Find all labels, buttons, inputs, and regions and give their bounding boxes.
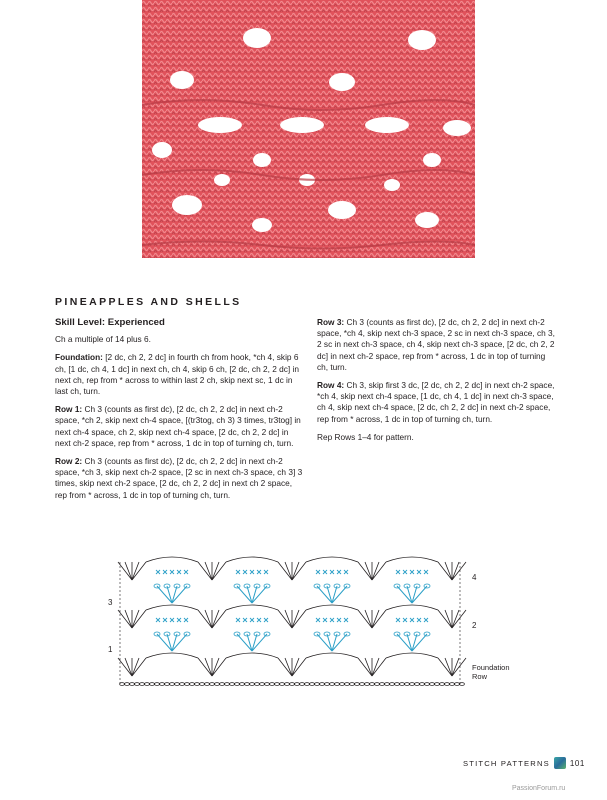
- shell-stitch-mark: [452, 562, 459, 580]
- shell-stitch-mark: [452, 610, 466, 628]
- single-crochet-mark: [403, 618, 407, 622]
- instruction-label: Row 4:: [317, 380, 345, 391]
- chain-stitch-mark: [360, 683, 365, 686]
- shell-stitch-mark: [285, 562, 292, 580]
- shell-stitch-mark: [278, 562, 292, 580]
- foundation-row-label-line2: Row: [472, 672, 488, 681]
- chain-arch-mark: [386, 653, 438, 658]
- chain-stitch-mark: [190, 683, 195, 686]
- page-footer: [463, 757, 585, 769]
- chain-stitch-mark: [275, 683, 280, 686]
- instruction-row-2: [55, 456, 305, 501]
- book-logo-icon: [554, 757, 566, 769]
- chain-arch-mark: [306, 557, 358, 562]
- row-label-2: 2: [472, 621, 477, 630]
- chain-arch-mark: [226, 557, 278, 562]
- single-crochet-mark: [330, 618, 334, 622]
- single-crochet-mark: [410, 570, 414, 574]
- shell-stitch-mark: [365, 562, 372, 580]
- chain-stitch-mark: [335, 683, 340, 686]
- chain-multiple: Ch a multiple of 14 plus 6.: [55, 334, 151, 345]
- shell-stitch-mark: [278, 658, 292, 676]
- shell-stitch-mark: [132, 610, 146, 628]
- chain-stitch-mark: [170, 683, 175, 686]
- shell-stitch-mark: [292, 610, 299, 628]
- chain-arch-mark: [306, 653, 358, 658]
- shell-stitch-mark: [132, 658, 146, 676]
- foundation-row-label-line1: Foundation: [472, 663, 510, 672]
- shell-stitch-mark: [438, 562, 452, 580]
- instruction-row-4: [317, 380, 557, 425]
- watermark: PassionForum.ru: [512, 785, 566, 792]
- chain-stitch-mark: [460, 683, 465, 686]
- shell-stitch-mark: [438, 658, 452, 676]
- chain-stitch-mark: [135, 683, 140, 686]
- chain-stitch-mark: [370, 683, 375, 686]
- chain-arch-mark: [386, 557, 438, 562]
- single-crochet-mark: [403, 570, 407, 574]
- shell-stitch-mark: [438, 610, 452, 628]
- chain-stitch-mark: [315, 683, 320, 686]
- chain-stitch-mark: [185, 683, 190, 686]
- swatch-photo: [142, 0, 475, 268]
- shell-stitch-mark: [285, 610, 292, 628]
- chain-stitch-mark: [445, 683, 450, 686]
- single-crochet-mark: [323, 570, 327, 574]
- single-crochet-mark: [250, 618, 254, 622]
- chain-stitch-mark: [205, 683, 210, 686]
- single-crochet-mark: [344, 618, 348, 622]
- shell-stitch-mark: [205, 610, 212, 628]
- pattern-title: PINEAPPLES AND SHELLS: [55, 296, 242, 308]
- instruction-text: Rep Rows 1–4 for pattern.: [317, 431, 414, 442]
- instruction-label: Row 2:: [55, 456, 83, 467]
- row-label-4: 4: [472, 573, 477, 582]
- shell-stitch-mark: [292, 658, 306, 676]
- shell-stitch-mark: [372, 658, 386, 676]
- single-crochet-mark: [184, 570, 188, 574]
- shell-stitch-mark: [452, 658, 459, 676]
- instruction-repeat: [317, 432, 557, 443]
- chain-stitch-mark: [450, 683, 455, 686]
- instruction-row-3: [317, 317, 557, 373]
- shell-stitch-mark: [278, 610, 292, 628]
- instructions-left-column: [55, 317, 305, 508]
- chain-stitch-mark: [195, 683, 200, 686]
- shell-stitch-mark: [445, 562, 452, 580]
- chain-stitch-mark: [415, 683, 420, 686]
- single-crochet-mark: [250, 570, 254, 574]
- chain-stitch-mark: [140, 683, 145, 686]
- single-crochet-mark: [344, 570, 348, 574]
- chain-stitch-mark: [270, 683, 275, 686]
- chain-stitch-mark: [290, 683, 295, 686]
- shell-stitch-mark: [198, 562, 212, 580]
- page-number: 101: [569, 758, 585, 768]
- chain-stitch-mark: [435, 683, 440, 686]
- single-crochet-mark: [417, 618, 421, 622]
- shell-stitch-mark: [372, 610, 386, 628]
- single-crochet-mark: [156, 618, 160, 622]
- shell-stitch-mark: [358, 562, 372, 580]
- chart-symbols: [118, 557, 466, 685]
- chain-stitch-mark: [245, 683, 250, 686]
- shell-stitch-mark: [285, 658, 292, 676]
- instruction-label: Row 1:: [55, 404, 83, 415]
- chain-stitch-mark: [165, 683, 170, 686]
- instructions-right-column: [317, 317, 557, 450]
- instruction-row-1: [55, 404, 305, 449]
- shell-stitch-mark: [292, 562, 306, 580]
- shell-stitch-mark: [205, 658, 212, 676]
- single-crochet-mark: [337, 570, 341, 574]
- chain-stitch-mark: [210, 683, 215, 686]
- chain-stitch-mark: [425, 683, 430, 686]
- single-crochet-mark: [424, 570, 428, 574]
- chain-stitch-mark: [150, 683, 155, 686]
- single-crochet-mark: [323, 618, 327, 622]
- chain-stitch-mark: [280, 683, 285, 686]
- row-label-1: 1: [108, 645, 113, 654]
- single-crochet-mark: [156, 570, 160, 574]
- shell-stitch-mark: [452, 610, 459, 628]
- shell-stitch-mark: [125, 658, 132, 676]
- chain-stitch-mark: [440, 683, 445, 686]
- single-crochet-mark: [316, 570, 320, 574]
- single-crochet-mark: [264, 570, 268, 574]
- shell-stitch-mark: [132, 610, 139, 628]
- stitch-chart-diagram: [100, 548, 520, 693]
- shell-stitch-mark: [198, 658, 212, 676]
- single-crochet-mark: [330, 570, 334, 574]
- chain-stitch-mark: [220, 683, 225, 686]
- chain-arch-mark: [226, 653, 278, 658]
- shell-stitch-mark: [372, 562, 379, 580]
- chain-arch-mark: [306, 605, 358, 610]
- shell-stitch-mark: [132, 562, 146, 580]
- single-crochet-mark: [177, 618, 181, 622]
- chain-stitch-mark: [350, 683, 355, 686]
- shell-stitch-mark: [132, 562, 139, 580]
- chain-stitch-mark: [345, 683, 350, 686]
- chain-stitch-mark: [310, 683, 315, 686]
- chain-stitch-mark: [305, 683, 310, 686]
- chain-arch-mark: [146, 557, 198, 562]
- chain-stitch-mark: [390, 683, 395, 686]
- single-crochet-mark: [163, 618, 167, 622]
- chain-stitch-mark: [295, 683, 300, 686]
- chain-stitch-mark: [160, 683, 165, 686]
- single-crochet-mark: [177, 570, 181, 574]
- chain-stitch-mark: [125, 683, 130, 686]
- chain-arch-mark: [146, 653, 198, 658]
- shell-stitch-mark: [358, 610, 372, 628]
- chain-stitch-mark: [235, 683, 240, 686]
- footer-section-title: STITCH PATTERNS: [463, 758, 550, 768]
- instruction-text: Ch 3, skip first 3 dc, [2 dc, ch 2, 2 dc] in next ch-2 space, *ch 4, skip next ch-4 space, [1 dc, ch 4, 1 dc] in next ch-3 space, ch 4, skip next ch-4 space, [2 dc, ch 2, 2 dc] in next ch-2 space, rep from * across, 1 dc in top of turning ch, turn.: [317, 380, 555, 424]
- chain-stitch-mark: [375, 683, 380, 686]
- shell-stitch-mark: [372, 610, 379, 628]
- single-crochet-mark: [337, 618, 341, 622]
- shell-stitch-mark: [212, 610, 226, 628]
- shell-stitch-mark: [445, 610, 452, 628]
- chain-stitch-mark: [225, 683, 230, 686]
- chain-stitch-mark: [155, 683, 160, 686]
- row-label-3: 3: [108, 598, 113, 607]
- shell-stitch-mark: [365, 610, 372, 628]
- single-crochet-mark: [396, 618, 400, 622]
- chain-stitch-mark: [130, 683, 135, 686]
- chain-stitch-mark: [330, 683, 335, 686]
- shell-stitch-mark: [365, 658, 372, 676]
- chain-stitch-mark: [355, 683, 360, 686]
- instruction-text: Ch 3 (counts as first dc), [2 dc, ch 2, 2 dc] in next ch-2 space, *ch 2, skip next ch-4 space, [(tr3tog, ch 3) 3 times, tr3tog] in next ch-4 space, ch 2, skip next ch-4 space, [2 dc, ch 2, 2 dc] in next ch-2 space, rep from * across, 1 dc in top of turning ch, turn.: [55, 404, 301, 448]
- instruction-foundation: [55, 352, 305, 397]
- chain-stitch-mark: [265, 683, 270, 686]
- instruction-text: [2 dc, ch 2, 2 dc] in fourth ch from hook, *ch 4, skip 6 ch, [1 dc, ch 4, 1 dc] in next ch, ch 4, skip 6 ch, [2 dc, ch 2, 2 dc] in next ch, rep from * across to within last 2 ch, skip next sc, 1 dc in last ch, turn.: [55, 352, 299, 397]
- shell-stitch-mark: [452, 658, 466, 676]
- chain-stitch-mark: [410, 683, 415, 686]
- shell-stitch-mark: [445, 658, 452, 676]
- shell-stitch-mark: [125, 610, 132, 628]
- shell-stitch-mark: [292, 658, 299, 676]
- chain-stitch-mark: [430, 683, 435, 686]
- single-crochet-mark: [264, 618, 268, 622]
- chain-arch-mark: [146, 605, 198, 610]
- single-crochet-mark: [236, 618, 240, 622]
- single-crochet-mark: [243, 618, 247, 622]
- shell-stitch-mark: [205, 562, 212, 580]
- single-crochet-mark: [243, 570, 247, 574]
- shell-stitch-mark: [132, 658, 139, 676]
- stitch-chart: [100, 548, 520, 693]
- chain-stitch-mark: [340, 683, 345, 686]
- single-crochet-mark: [257, 570, 261, 574]
- chain-stitch-mark: [325, 683, 330, 686]
- shell-stitch-mark: [198, 610, 212, 628]
- chain-stitch-mark: [320, 683, 325, 686]
- skill-level: Skill Level: Experienced: [55, 317, 165, 328]
- single-crochet-mark: [257, 618, 261, 622]
- single-crochet-mark: [424, 618, 428, 622]
- single-crochet-mark: [417, 570, 421, 574]
- chain-stitch-mark: [260, 683, 265, 686]
- chain-stitch-mark: [405, 683, 410, 686]
- shell-stitch-mark: [212, 658, 219, 676]
- chain-stitch-mark: [385, 683, 390, 686]
- chain-stitch-mark: [240, 683, 245, 686]
- chain-stitch-mark: [215, 683, 220, 686]
- chain-stitch-mark: [285, 683, 290, 686]
- single-crochet-mark: [236, 570, 240, 574]
- chain-stitch-mark: [230, 683, 235, 686]
- single-crochet-mark: [184, 618, 188, 622]
- chain-arch-mark: [386, 605, 438, 610]
- chain-stitch-mark: [365, 683, 370, 686]
- shell-stitch-mark: [125, 562, 132, 580]
- chain-stitch-mark: [200, 683, 205, 686]
- shell-stitch-mark: [212, 562, 226, 580]
- crochet-swatch-image: [142, 0, 475, 268]
- shell-stitch-mark: [292, 610, 306, 628]
- shell-stitch-mark: [372, 658, 379, 676]
- chain-stitch-mark: [180, 683, 185, 686]
- single-crochet-mark: [163, 570, 167, 574]
- chain-arch-mark: [226, 605, 278, 610]
- shell-stitch-mark: [212, 658, 226, 676]
- instruction-label: Row 3:: [317, 317, 345, 327]
- single-crochet-mark: [170, 570, 174, 574]
- chain-stitch-mark: [255, 683, 260, 686]
- chain-stitch-mark: [175, 683, 180, 686]
- single-crochet-mark: [396, 570, 400, 574]
- single-crochet-mark: [170, 618, 174, 622]
- chain-stitch-mark: [300, 683, 305, 686]
- instruction-label: Foundation:: [55, 352, 103, 363]
- chain-stitch-mark: [395, 683, 400, 686]
- chain-stitch-mark: [145, 683, 150, 686]
- shell-stitch-mark: [292, 562, 299, 580]
- chain-stitch-mark: [250, 683, 255, 686]
- chain-stitch-mark: [400, 683, 405, 686]
- chain-stitch-mark: [420, 683, 425, 686]
- shell-stitch-mark: [358, 658, 372, 676]
- single-crochet-mark: [316, 618, 320, 622]
- shell-stitch-mark: [212, 610, 219, 628]
- chain-stitch-mark: [120, 683, 125, 686]
- instruction-text: Ch 3 (counts as first dc), [2 dc, ch 2, 2 dc] in next ch-2 space, *ch 4, skip next ch-3 space, 2 sc in next ch-3 space, ch 3, 2 sc in next ch-3 space, ch 4, skip next ch-3 space, [2 dc, ch 2, 2 dc] in next ch-2 space, rep from * across, 1 dc in top of turning ch, turn.: [317, 317, 555, 372]
- shell-stitch-mark: [452, 562, 466, 580]
- instruction-text: Ch 3 (counts as first dc), [2 dc, ch 2, 2 dc] in next ch-2 space, *ch 3, skip next ch-2 space, [2 sc in next ch-3 space, ch 3] 3 times, skip next ch-2 space, [2 dc, ch 2, 2 dc] in next ch 2 space, rep from * across, 1 dc in top of turning ch, turn.: [55, 456, 303, 500]
- single-crochet-mark: [410, 618, 414, 622]
- chain-stitch-mark: [380, 683, 385, 686]
- shell-stitch-mark: [212, 562, 219, 580]
- chain-stitch-mark: [455, 683, 460, 686]
- shell-stitch-mark: [372, 562, 386, 580]
